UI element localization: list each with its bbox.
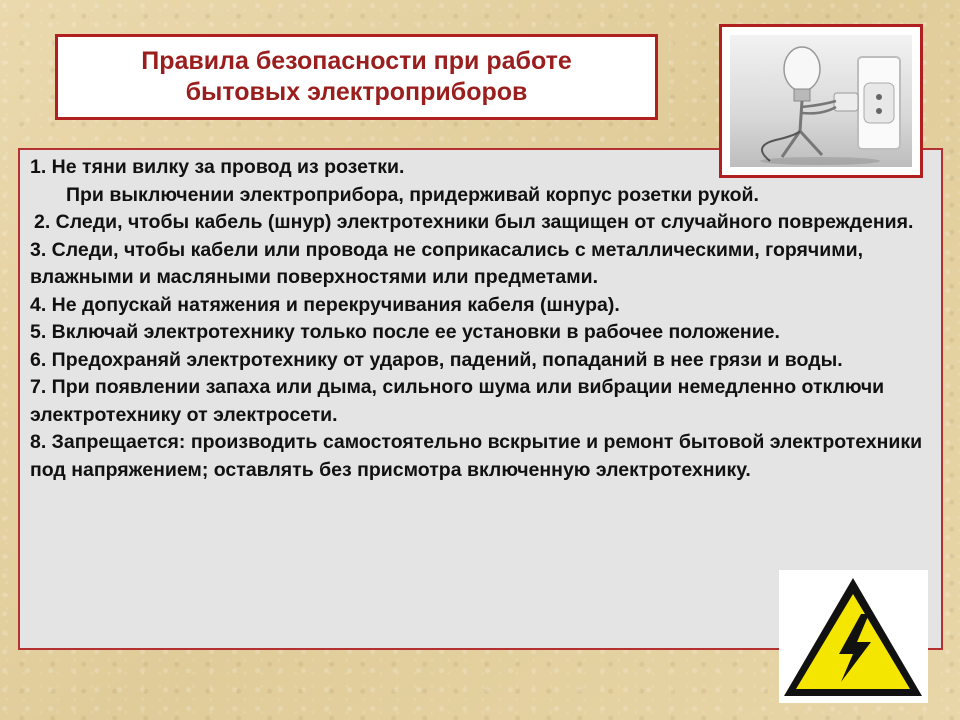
rule-item: 8. Запрещается: производить самостоятельно вскрытие и ремонт бытовой электротехники под напряжением; оставлять без присмотра включенную электротехнику. [30,431,923,481]
rule-item: При выключении электроприбора, придерживай корпус розетки рукой. [66,183,759,206]
rule-item: 1. Не тяни вилку за провод из розетки. [30,156,405,178]
high-voltage-warning-icon [779,570,928,703]
lightbulb-plugging-socket-image [730,35,912,167]
lightbulb-figure-icon [730,35,912,167]
rule-item: 7. При появлении запаха или дыма, сильного шума или вибрации немедленно отключи электротехнику от электросети. [30,376,885,426]
rule-item: 3. Следи, чтобы кабели или провода не соприкасались с металлическими, горячими, влажными и масляными поверхностями или предметами. [30,238,864,288]
photo-frame [719,24,923,178]
title-box [55,34,658,120]
title-line-1: Правила безопасности при работе [141,47,572,75]
rule-item: 5. Включай электротехнику только после ее установки в рабочее положение. [30,321,780,343]
rule-item: 2. Следи, чтобы кабель (шнур) электротехники был защищен от случайного повреждения. [34,211,914,233]
title-line-2: бытовых электроприборов [185,78,528,106]
rule-item: 4. Не допускай натяжения и перекручивания кабеля (шнура). [30,293,620,316]
rule-item: 6. Предохраняй электротехнику от ударов, падений, попаданий в нее грязи и воды. [30,348,843,371]
warning-sign [779,570,928,703]
